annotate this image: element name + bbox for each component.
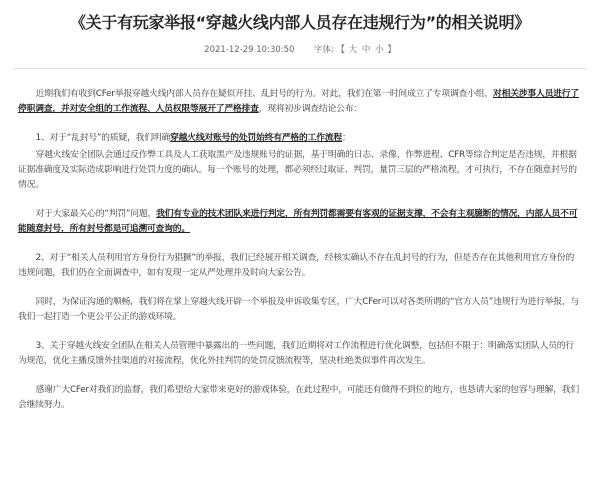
paragraph-point-1 [18, 131, 582, 146]
paragraph-intro [18, 87, 582, 117]
paragraph-point-3: 3、关于穿越火线安全团队在相关人员管理中暴露出的一些问题，我们近期将对工作流程进行优化调整，包括但不限于：明确落实团队人员的行为规范，优化主播反馈外挂渠道的对接流程，优化外挂判罚的处罚反馈流程等，坚决杜绝类似事件再次发生。 [18, 341, 575, 366]
font-size-label: 字体: [313, 45, 334, 55]
font-size-medium-button[interactable]: 中 [361, 45, 371, 55]
paragraph-report-channel: 同时，为保证沟通的顺畅，我们将在掌上穿越火线开辟一个举报及申诉收集专区，广大CFer可以对各类所谓的“官方人员”违规行为进行举报，与我们一起打造一个更公平公正的游戏环境。 [18, 297, 580, 322]
title-divider [14, 68, 586, 69]
point-1-emphasis: 穿越火线对账号的处罚始终有严格的工作流程 [170, 133, 343, 143]
intro-text-end: ，现将初步调查结论公布： [258, 104, 362, 114]
intro-text: 近期我们有收到CFer举报穿越火线内部人员存在疑似开挂、乱封号的行为。对此，我们在第一时间成立了专项调查小组， [35, 89, 493, 99]
article-title: 《关于有玩家举报“穿越火线内部人员存在违规行为”的相关说明》 [69, 13, 531, 32]
paragraph-judgement [18, 207, 582, 237]
paragraph-point-2: 2、对于“相关人员利用官方身份行为猖獗”的举报，我们已经展开相关调查，经核实确认不存在乱封号的行为，但是否存在其他利用官方身份的违规问题，我们仍在全面调查中，如有发现一定从严处理并及时向大家公告。 [18, 253, 575, 278]
intro-emphasis: 对相关涉事人员进行了停职调查，并对安全组的工作流程、人员权限等展开了严格排查 [18, 89, 579, 114]
article-meta [14, 44, 586, 56]
paragraph-process: 穿越火线安全团队会通过反作弊工具及人工获取黑产及违规账号的证据，基于明确的日志、录像、作弊进程、CFR等综合判定是否违规，并根据证据准确度及实际造成影响进行处罚力度的确认。每一个账号的处理，都必须经过取证、判罚，量罚三层的严格流程，才可执行，不存在随意封号的情况。 [18, 150, 577, 190]
point-1-text-end: ： [342, 133, 351, 143]
font-size-bracket-close: 】 [387, 45, 396, 55]
publish-date: 2021-12-29 10:30:50 [204, 45, 295, 55]
article-body [14, 87, 586, 413]
paragraph-thanks: 感谢广大CFer对我们的监督，我们希望给大家带来更好的游戏体验，在此过程中，可能还有做得不到位的地方，也恳请大家的包容与理解，我们会继续努力。 [18, 385, 579, 410]
font-size-small-button[interactable]: 小 [375, 45, 384, 55]
font-size-bracket-open: 【 [336, 45, 345, 55]
judgement-text: 对于大家最关心的“判罚”问题， [35, 209, 157, 219]
point-1-text: 1、对于“乱封号”的质疑，我们明确 [35, 133, 171, 143]
judgement-emphasis: 我们有专业的技术团队来进行判定，所有判罚都需要有客观的证据支撑，不会有主观臆断的情况，内部人员不可能随意封号，所有封号都是可追溯可查询的。 [18, 209, 578, 234]
font-size-large-button[interactable]: 大 [348, 45, 358, 55]
